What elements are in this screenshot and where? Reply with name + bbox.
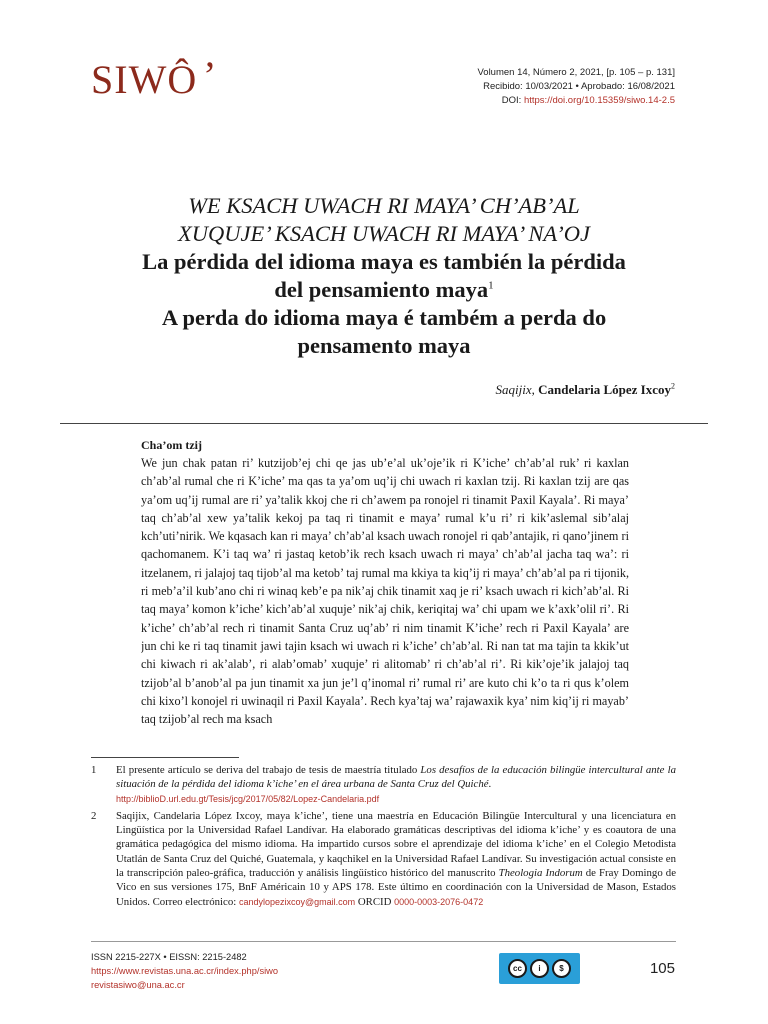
abstract-heading: Cha’om tzij <box>141 438 202 452</box>
author-alias: Saqijix <box>495 382 532 397</box>
volume-line: Volumen 14, Número 2, 2021, [p. 105 – p. 131] <box>477 67 675 78</box>
doi-line <box>477 94 675 108</box>
author-separator: , <box>531 382 539 397</box>
logo-text: SIWÔ <box>91 57 198 102</box>
journal-logo <box>91 53 218 102</box>
license-badge[interactable] <box>499 953 580 984</box>
footnote-divider <box>91 757 239 758</box>
page-number: 105 <box>649 960 675 977</box>
doi-link[interactable]: https://doi.org/10.15359/siwo.14-2.5 <box>523 95 675 106</box>
dates-line: Recibido: 10/03/2021 • Aprobado: 16/08/2021 <box>483 81 675 92</box>
footnote-mark-2[interactable]: 2 <box>671 381 675 391</box>
footnote-text <box>116 809 676 909</box>
divider-bottom <box>91 941 676 942</box>
author-line <box>496 382 676 398</box>
journal-website-link[interactable]: https://www.revistas.una.ac.cr/index.php/siwo <box>91 966 279 976</box>
title-maya-line2: XUQUJE’ KSACH UWACH RI MAYA’ NA’OJ <box>178 221 590 246</box>
title-maya-line1: WE KSACH UWACH RI MAYA’ CH’AB’AL <box>188 193 580 218</box>
footnotes <box>91 763 676 912</box>
issn-line: ISSN 2215-227X • EISSN: 2215-2482 <box>91 952 247 962</box>
title-pt-line1: A perda do idioma maya é também a perda do <box>161 305 607 330</box>
thesis-link[interactable]: http://biblioD.url.edu.gt/Tesis/jcg/2017/05/82/Lopez-Candelaria.pdf <box>116 793 380 804</box>
footer-info <box>91 950 278 992</box>
title-es-line2 <box>60 276 708 304</box>
article-metadata <box>477 66 675 108</box>
footnote-number: 2 <box>91 809 97 822</box>
footnote-mark-1[interactable]: 1 <box>488 279 494 292</box>
doi-label: DOI: <box>501 95 524 106</box>
abstract <box>141 438 629 765</box>
title-pt-line2: pensamento maya <box>297 333 471 358</box>
footnote-text-part: . <box>488 778 492 791</box>
cc-icon: cc <box>508 959 527 978</box>
title-es-line2-text: del pensamiento maya <box>274 277 489 302</box>
attribution-icon: i <box>530 959 549 978</box>
author-name: Candelaria López Ixcoy <box>538 382 671 397</box>
logo-apostrophe: ’ <box>203 53 218 98</box>
title-block <box>60 192 708 360</box>
author-email-link[interactable]: candylopezixcoy@gmail.com <box>238 896 356 907</box>
footnote-text <box>116 763 676 806</box>
divider-top <box>60 423 708 424</box>
thesis-title: Los desafíos de la educación bilingüe intercultural ante la situación de la pérdida del idioma k’iche’ en el área urbana de Santa Cruz del Quiché <box>116 764 676 791</box>
journal-email-link[interactable]: revistasiwo@una.ac.cr <box>91 980 185 990</box>
footnote-text-part: El presente artículo se deriva del trabajo de tesis de maestría titulado <box>116 764 421 776</box>
noncommercial-icon: $ <box>552 959 571 978</box>
manuscript-title: Theologia Indorum <box>498 867 583 880</box>
footnote-text-part: de Fray Domingo de Vico en sus versiones 175, BnF Américain 10 y APS 178. Este último en coordinación con la Universidad de Mason, Estados Unidos. Correo electrónico: <box>116 867 676 908</box>
title-es-line1: La pérdida del idioma maya es también la pérdida <box>142 249 626 274</box>
footnote-2 <box>91 809 676 909</box>
orcid-label: ORCID <box>355 895 395 908</box>
footnote-1 <box>91 763 676 806</box>
orcid-link[interactable]: 0000-0003-2076-0472 <box>394 896 484 907</box>
abstract-body: We jun chak patan ri’ kutzijob’ej chi qe jas ub’e’al uk’oje’ik ri K’iche’ ch’ab’al ruk’ ri kaxlan ch’ab’al rumal che ri K’iche’ ma qas ta ya’om uq’ij chi uwach ri kaxlan tzij. Ri kaxlan tzij are qas ya’om uq’ij rumal are ri’ ya’talik kkoj che ri ch’awem pa ronojel ri tinamit Paxil Kayala’. Ri maya’ taq ch’ab’al xew ya’talik kekoj pa taq ri tinamit e maya’ rumal k’u ri’ ri kik’aslemal sib’alaj kch’uti’nirik. We kqasach kan ri maya’ ch’ab’al ksach uwach ronojel ri qab’antajik, ri qano’jinem ri qachomanem. K’i taq wa’ ri jastaq ketob’ik rech ksach uwach ri maya’ ch’ab’al jacha taq wa’: ri itzelanem, ri jalajoj taq tijob’al ma ketob’ taj rumal ma kkiya ta kiq’ij ri maya’ ch’ab’al pa ri tijonik, ri meb’a’il kub’ano chi ri winaq keb’e pa nik’aj chik tinamit xaq je ri’ ksach uwach ri kich’ab’al. Ri taq maya’ komon k’iche’ kich’ab’al xuquje’ nik’aj chik, keriqitaj wa’ chi upam we k’axk’olil ri’. Ri k’iche’ ch’ab’al rech ri tinamit Santa Cruz uq’ab’ ri nim tinamit K’iche’ rech ri Paxil Kayala’ are jun chi ke ri taq tinamit jawi tajin ksach wi uwach ri k’iche’ ch’ab’al. Ri nan tat ma tajin ta kkik’ut chi kiwach ri ak’alab’, ri alab’omab’ xuquje’ ri alitomab’ ri ch’ab’al ri’. Ri kik’oje’ik jalajoj taq tzijob’al b’anob’al pa jun tinamit xa jun je’l q’inomal ri’ rumal ri’ are kuto chi k’o ta ri qus k’olem chi kixo’l konojel ri uwinaqil ri Paxil Kayala’. Rech kya’taj wa’ rajawaxik kya’ nim kiq’ij ri mayab’ taq tzijob’al rech ma ksach <box>141 456 629 727</box>
footnote-text-part: Saqijix, Candelaria López Ixcoy, maya k’iche’, tiene una maestría en Educación Bilingüe Intercultural y una licenciatura en Lingüística por la Universidad Rafael Landívar. Ha elaborado gramáticas descriptivas del idioma k’iche’ y es coautora de una gramática pedagógica del mismo idioma. Ha impartido cursos sobre el aprendizaje del idioma k’iche’ en el Colegio Metodista Utatlán de Santa Cruz del Quiché, Guatemala, y kaqchikel en la Universidad Rafael Landívar. Su investigación actual consiste en la transcripción paleo-gráfica, traducción y análisis lingüístico histórico del manuscrito <box>116 809 676 880</box>
footnote-number: 1 <box>91 764 97 776</box>
